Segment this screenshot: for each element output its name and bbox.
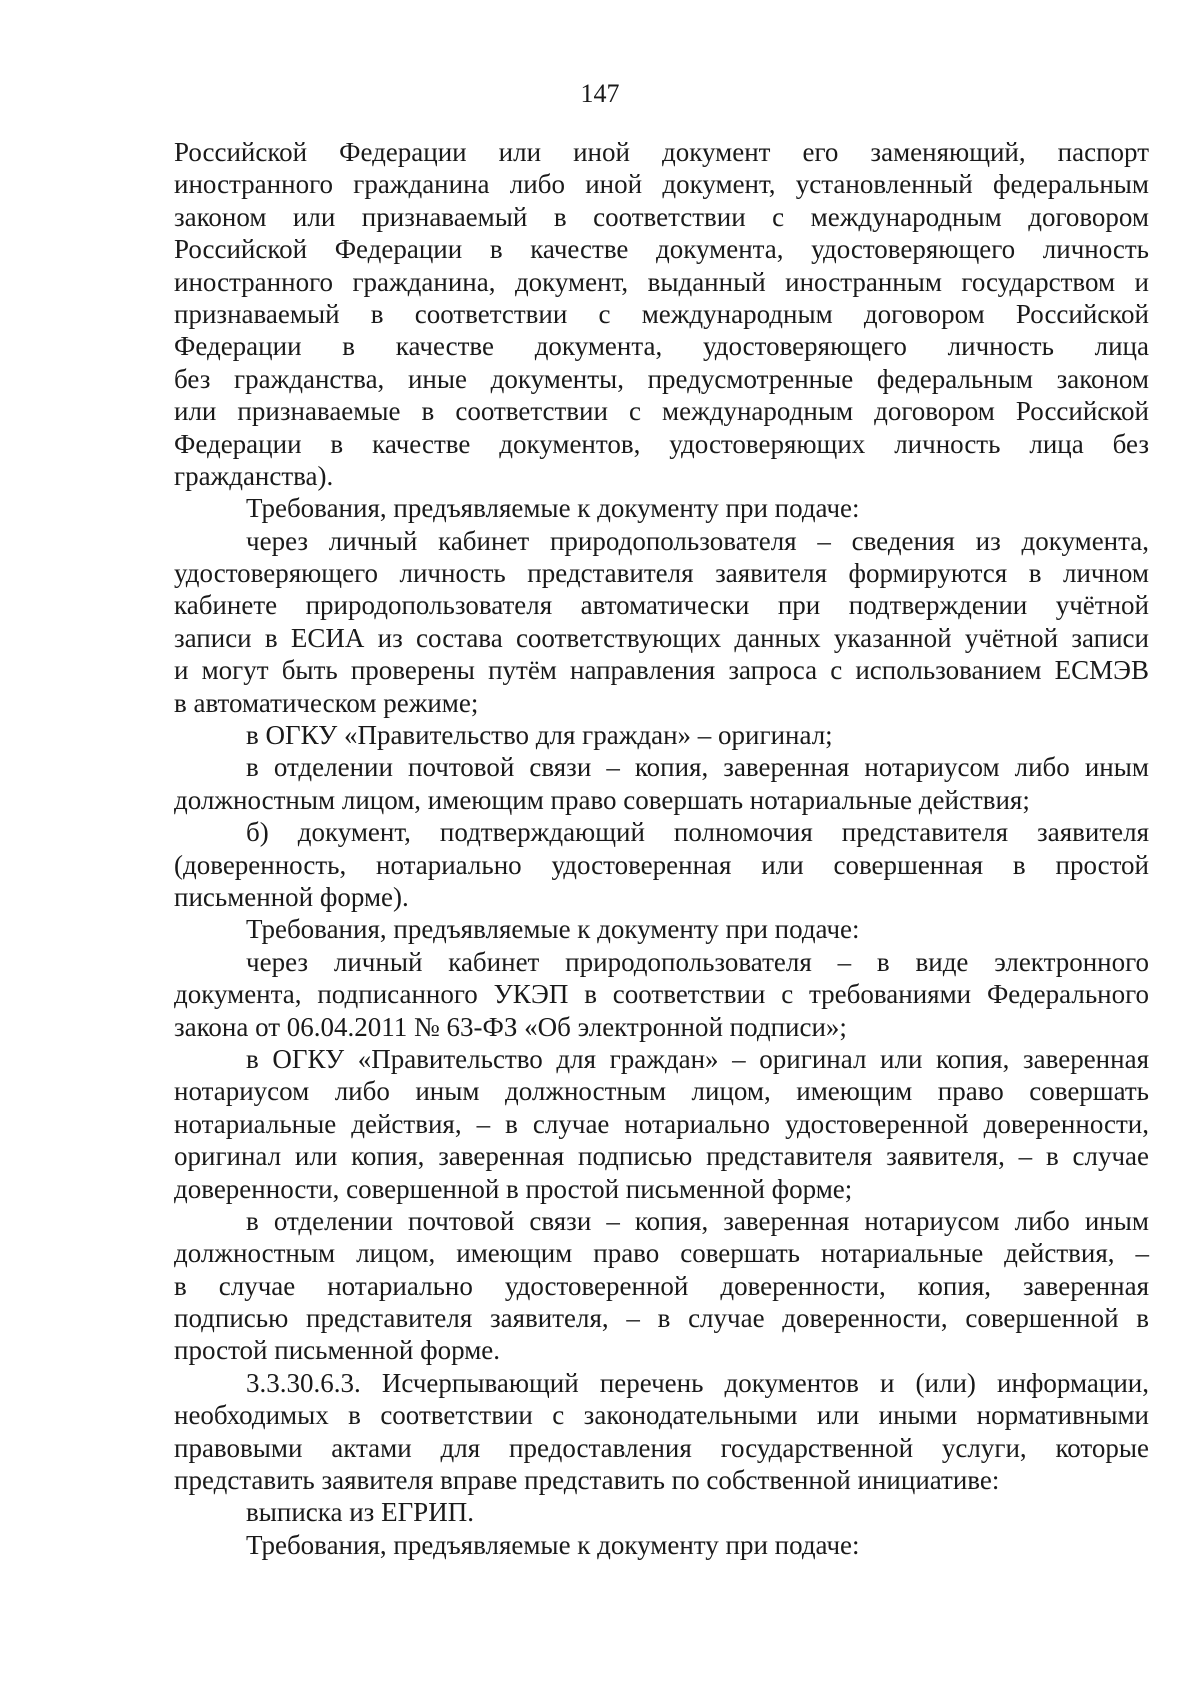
text-line: нотариальные действия, – в случае нотариально удостоверенной доверенности, bbox=[174, 1108, 1149, 1139]
text-line: оригинал или копия, заверенная подписью представителя заявителя, – в случае bbox=[174, 1141, 1149, 1172]
text-line: должностным лицом, имеющим право совершать нотариальные действия, – bbox=[174, 1238, 1149, 1269]
text-line: 3.3.30.6.3. Исчерпывающий перечень документов и (или) информации, bbox=[246, 1367, 1149, 1398]
page-number: 147 bbox=[580, 79, 620, 108]
text-line: письменной форме). bbox=[174, 881, 409, 912]
text-line: представить заявителя вправе представить по собственной инициативе: bbox=[174, 1465, 1000, 1496]
text-line: документа, подписанного УКЭП в соответствии с требованиями Федерального bbox=[174, 979, 1149, 1010]
text-line: гражданства). bbox=[174, 460, 334, 491]
text-line: через личный кабинет природопользователя – сведения из документа, bbox=[246, 525, 1149, 556]
text-line: и могут быть проверены путём направления запроса с использованием ЕСМЭВ bbox=[174, 655, 1149, 686]
text-line: признаваемый в соответствии с международным договором Российской bbox=[174, 298, 1149, 329]
text-line: в отделении почтовой связи – копия, заверенная нотариусом либо иным bbox=[246, 752, 1149, 783]
text-line: правовыми актами для предоставления государственной услуги, которые bbox=[174, 1432, 1149, 1463]
text-line: нотариусом либо иным должностным лицом, имеющим право совершать bbox=[174, 1076, 1149, 1107]
text-line: выписка из ЕГРИП. bbox=[246, 1497, 474, 1528]
text-line: без гражданства, иные документы, предусмотренные федеральным законом bbox=[174, 363, 1149, 394]
text-line: Требования, предъявляемые к документу при подаче: bbox=[246, 914, 860, 945]
text-line: иностранного гражданина, документ, выданный иностранным государством и bbox=[174, 266, 1149, 297]
text-line: Российской Федерации или иной документ его заменяющий, паспорт bbox=[174, 137, 1149, 167]
text-line: закона от 06.04.2011 № 63-ФЗ «Об электронной подписи»; bbox=[174, 1011, 847, 1042]
text-line: (доверенность, нотариально удостоверенная или совершенная в простой bbox=[174, 849, 1149, 880]
text-line: Федерации в качестве документа, удостоверяющего личность лица bbox=[174, 331, 1149, 362]
text-line: Требования, предъявляемые к документу при подаче: bbox=[246, 493, 860, 524]
text-line: в автоматическом режиме; bbox=[174, 687, 479, 718]
text-line: Требования, предъявляемые к документу при подаче: bbox=[246, 1529, 860, 1560]
text-line: Федерации в качестве документов, удостоверяющих личность лица без bbox=[174, 428, 1149, 459]
text-line: Российской Федерации в качестве документа, удостоверяющего личность bbox=[174, 234, 1149, 265]
text-line: законом или признаваемый в соответствии с международным договором bbox=[174, 201, 1149, 232]
text-line: в отделении почтовой связи – копия, заверенная нотариусом либо иным bbox=[246, 1205, 1149, 1236]
text-line: должностным лицом, имеющим право совершать нотариальные действия; bbox=[174, 784, 1030, 815]
text-line: в ОГКУ «Правительство для граждан» – оригинал; bbox=[246, 720, 833, 751]
text-line: необходимых в соответствии с законодательными или иными нормативными bbox=[174, 1400, 1149, 1431]
text-line: подписью представителя заявителя, – в случае доверенности, совершенной в bbox=[174, 1303, 1149, 1334]
text-line: записи в ЕСИА из состава соответствующих данных указанной учётной записи bbox=[174, 622, 1149, 653]
text-line: иностранного гражданина либо иной документ, установленный федеральным bbox=[174, 169, 1149, 200]
text-line: в случае нотариально удостоверенной доверенности, копия, заверенная bbox=[174, 1270, 1149, 1301]
text-line: удостоверяющего личность представителя заявителя формируются в личном bbox=[174, 558, 1149, 589]
text-line: кабинете природопользователя автоматически при подтверждении учётной bbox=[174, 590, 1149, 621]
text-line: простой письменной форме. bbox=[174, 1335, 501, 1366]
text-line: в ОГКУ «Правительство для граждан» – оригинал или копия, заверенная bbox=[246, 1043, 1149, 1074]
text-line: доверенности, совершенной в простой письменной форме; bbox=[174, 1173, 853, 1204]
text-line: б) документ, подтверждающий полномочия представителя заявителя bbox=[246, 817, 1149, 848]
text-line: через личный кабинет природопользователя – в виде электронного bbox=[246, 946, 1149, 977]
text-line: или признаваемые в соответствии с международным договором Российской bbox=[174, 396, 1149, 427]
body-text bbox=[174, 136, 1149, 1561]
